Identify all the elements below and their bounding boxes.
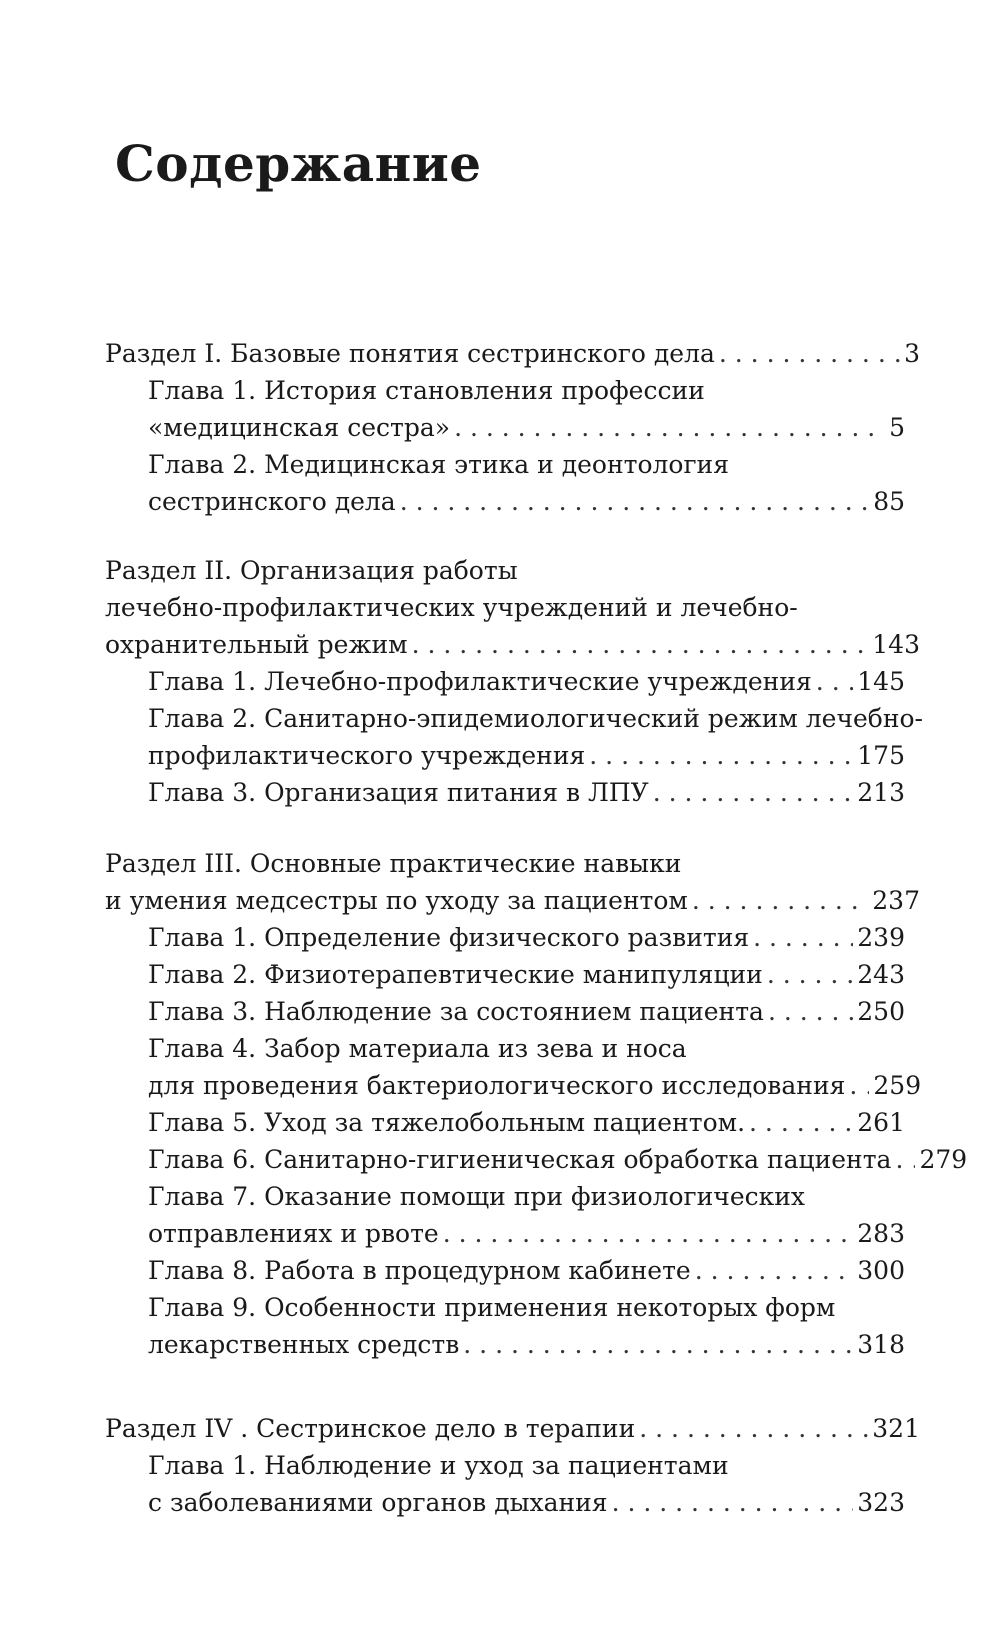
dot-leader <box>454 409 885 446</box>
page-number: 5 <box>889 413 905 442</box>
chapter-entry-text: с заболеваниями органов дыхания <box>148 1488 608 1517</box>
dot-leader <box>463 1326 853 1363</box>
chapter-entry-line <box>148 1215 905 1252</box>
chapter-entry-text: Глава 5. Уход за тяжелобольным пациентом. <box>148 1108 746 1137</box>
dot-leader <box>589 737 853 774</box>
dot-leader <box>639 1410 868 1447</box>
toc-section <box>0 845 1000 1363</box>
dot-leader <box>749 1104 853 1141</box>
page-number: 3 <box>904 339 920 368</box>
page-number: 300 <box>857 1256 905 1285</box>
page-number: 213 <box>857 778 905 807</box>
chapter-entry-line <box>148 1447 905 1484</box>
dot-leader <box>412 626 869 663</box>
chapter-entry-text: Глава 1. Определение физического развития <box>148 923 750 952</box>
page-number: 318 <box>857 1330 905 1359</box>
chapter-entry-text: «медицинская сестра» <box>148 413 451 442</box>
section-entry-line <box>105 845 920 882</box>
toc-section <box>0 1410 1000 1521</box>
dot-leader <box>400 483 869 520</box>
dot-leader <box>753 919 853 956</box>
page-number: 283 <box>857 1219 905 1248</box>
chapter-entry-text: Глава 3. Наблюдение за состоянием пациента <box>148 997 764 1026</box>
chapter-entry-text: Глава 1. Лечебно-профилактические учреждения <box>148 667 812 696</box>
chapter-entry-line <box>148 1326 905 1363</box>
chapter-entry-line <box>148 956 905 993</box>
chapter-entry-text: сестринского дела <box>148 487 396 516</box>
chapter-entry-line <box>148 1252 905 1289</box>
toc-section <box>0 552 1000 811</box>
dot-leader <box>695 1252 854 1289</box>
chapter-entry-text: для проведения бактериологического исследования <box>148 1071 846 1100</box>
section-entry-line <box>105 335 920 372</box>
page-number: 237 <box>872 886 920 915</box>
section-entry-text: Раздел IV . Сестринское дело в терапии <box>105 1414 636 1443</box>
chapter-entry-line <box>148 483 905 520</box>
chapter-entry-line <box>148 774 905 811</box>
dot-leader <box>895 1141 915 1178</box>
page-number: 85 <box>873 487 905 516</box>
chapter-entry-text: Глава 6. Санитарно-гигиеническая обработка пациента <box>148 1145 892 1174</box>
section-entry-line <box>105 626 920 663</box>
page-number: 250 <box>857 997 905 1026</box>
chapter-entry-line <box>148 372 905 409</box>
chapter-entry-text: Глава 2. Санитарно-эпидемиологический режим лечебно- <box>148 704 923 733</box>
page-number: 143 <box>872 630 920 659</box>
chapter-entry-line <box>148 1067 922 1104</box>
dot-leader <box>443 1215 854 1252</box>
chapter-entry-text: Глава 2. Медицинская этика и деонтология <box>148 450 729 479</box>
chapter-entry-line <box>148 446 905 483</box>
chapter-entry-line <box>148 919 905 956</box>
page-number: 145 <box>857 667 905 696</box>
chapter-entry-line <box>148 993 905 1030</box>
page-number: 279 <box>919 1145 968 1174</box>
section-entry-text: лечебно-профилактических учреждений и лечебно- <box>105 593 798 622</box>
section-entry-line <box>105 1410 920 1447</box>
dot-leader <box>767 956 853 993</box>
page-number: 175 <box>857 741 905 770</box>
dot-leader <box>768 993 853 1030</box>
dot-leader <box>692 882 868 919</box>
chapter-entry-line <box>148 1104 905 1141</box>
section-entry-text: и умения медсестры по уходу за пациентом <box>105 886 688 915</box>
chapter-entry-text: лекарственных средств <box>148 1330 460 1359</box>
chapter-entry-text: Глава 9. Особенности применения некоторых форм <box>148 1293 836 1322</box>
chapter-entry-text: Глава 1. Наблюдение и уход за пациентами <box>148 1451 729 1480</box>
chapter-entry-text: Глава 4. Забор материала из зева и носа <box>148 1034 687 1063</box>
dot-leader <box>816 663 853 700</box>
page-number: 259 <box>873 1071 922 1100</box>
chapter-entry-line <box>148 409 905 446</box>
page-number: 323 <box>857 1488 905 1517</box>
page-number: 261 <box>857 1108 905 1137</box>
chapter-entry-text: профилактического учреждения <box>148 741 586 770</box>
dot-leader <box>719 335 900 372</box>
toc-section <box>0 335 1000 520</box>
dot-leader <box>653 774 854 811</box>
chapter-entry-line <box>148 1030 905 1067</box>
section-entry-text: Раздел II. Организация работы <box>105 556 518 585</box>
page-title: Содержание <box>115 134 482 193</box>
page-number: 239 <box>857 923 905 952</box>
chapter-entry-line <box>148 1484 905 1521</box>
chapter-entry-line <box>148 737 905 774</box>
chapter-entry-text: Глава 7. Оказание помощи при физиологических <box>148 1182 806 1211</box>
chapter-entry-line <box>148 1289 905 1326</box>
chapter-entry-line <box>148 1141 968 1178</box>
chapter-entry-text: Глава 2. Физиотерапевтические манипуляции <box>148 960 763 989</box>
section-entry-line <box>105 552 920 589</box>
section-entry-text: Раздел III. Основные практические навыки <box>105 849 682 878</box>
dot-leader <box>849 1067 869 1104</box>
chapter-entry-text: Глава 1. История становления профессии <box>148 376 705 405</box>
chapter-entry-text: Глава 8. Работа в процедурном кабинете <box>148 1256 691 1285</box>
chapter-entry-text: Глава 3. Организация питания в ЛПУ <box>148 778 649 807</box>
chapter-entry-line <box>148 1178 905 1215</box>
section-entry-text: охранительный режим <box>105 630 408 659</box>
section-entry-line <box>105 882 920 919</box>
page-number: 321 <box>872 1414 920 1443</box>
chapter-entry-line <box>148 663 905 700</box>
page-number: 243 <box>857 960 905 989</box>
chapter-entry-text: отправлениях и рвоте <box>148 1219 439 1248</box>
chapter-entry-line <box>148 700 923 737</box>
section-entry-text: Раздел I. Базовые понятия сестринского дела <box>105 339 715 368</box>
section-entry-line <box>105 589 920 626</box>
dot-leader <box>612 1484 854 1521</box>
